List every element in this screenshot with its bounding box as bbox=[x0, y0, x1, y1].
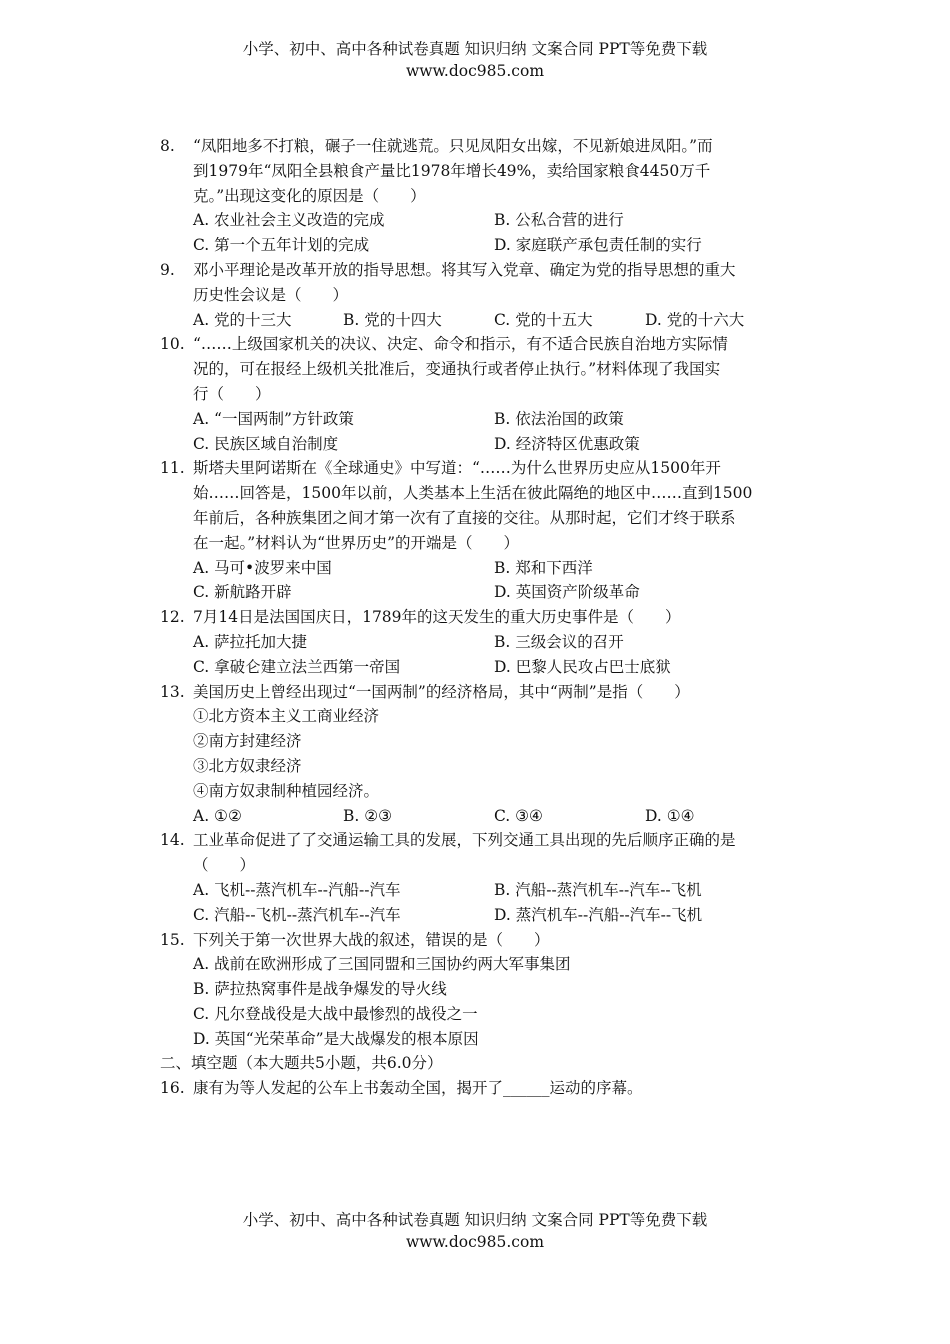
question-text-line: （ ） bbox=[193, 856, 256, 875]
question-16 bbox=[160, 1076, 800, 1101]
question-11 bbox=[160, 456, 800, 605]
option-c[interactable]: C. ③④ bbox=[494, 806, 543, 825]
statement-2: ②南方封建经济 bbox=[193, 732, 302, 751]
option-a[interactable]: A. 农业社会主义改造的完成 bbox=[193, 211, 385, 230]
option-d[interactable]: D. 巴黎人民攻占巴士底狱 bbox=[494, 657, 671, 676]
question-text-line: 到1979年“凤阳全县粮食产量比1978年增长49%，卖给国家粮食4450万千 bbox=[193, 161, 711, 180]
question-number: 11. bbox=[160, 459, 185, 478]
option-a[interactable]: A. 飞机--蒸汽机车--汽船--汽车 bbox=[193, 880, 401, 899]
question-text-line: 况的，可在报经上级机关批准后，变通执行或者停止执行。”材料体现了我国实 bbox=[193, 360, 721, 379]
option-c[interactable]: C. 新航路开辟 bbox=[193, 583, 292, 602]
option-c[interactable]: C. 党的十五大 bbox=[494, 310, 593, 329]
option-a[interactable]: A. 马可•波罗来中国 bbox=[193, 558, 332, 577]
question-list bbox=[160, 134, 800, 1101]
question-text-line: 行（ ） bbox=[193, 384, 271, 403]
question-text-line: 年前后，各种族集团之间才第一次有了直接的交往。从那时起，它们才终于联系 bbox=[193, 508, 736, 527]
question-number: 12. bbox=[160, 608, 185, 627]
question-number: 13. bbox=[160, 682, 185, 701]
option-c[interactable]: C. 汽船--飞机--蒸汽机车--汽车 bbox=[193, 905, 401, 924]
option-b[interactable]: B. 依法治国的政策 bbox=[494, 409, 624, 428]
question-text-line: “……上级国家机关的决议、决定、命令和指示，有不适合民族自治地方实际情 bbox=[193, 335, 728, 354]
option-c[interactable]: C. 民族区域自治制度 bbox=[193, 434, 339, 453]
option-b[interactable]: B. 郑和下西洋 bbox=[494, 558, 593, 577]
question-text-line: 在一起。”材料认为“世界历史”的开端是（ ） bbox=[193, 533, 520, 552]
question-text-line: 邓小平理论是改革开放的指导思想。将其写入党章、确定为党的指导思想的重大 bbox=[193, 260, 736, 279]
question-number: 8. bbox=[160, 137, 175, 155]
question-10 bbox=[160, 332, 800, 456]
question-14 bbox=[160, 828, 800, 927]
question-12 bbox=[160, 605, 800, 679]
option-a[interactable]: A. “一国两制”方针政策 bbox=[193, 409, 354, 428]
option-d[interactable]: D. ①④ bbox=[645, 806, 695, 825]
question-text-line: 下列关于第一次世界大战的叙述，错误的是（ ） bbox=[193, 930, 550, 949]
option-d[interactable]: D. 经济特区优惠政策 bbox=[494, 434, 640, 453]
option-b[interactable]: B. ②③ bbox=[343, 806, 393, 825]
question-9 bbox=[160, 258, 800, 332]
option-b[interactable]: B. 党的十四大 bbox=[343, 310, 442, 329]
question-number: 14. bbox=[160, 831, 185, 850]
question-number: 10. bbox=[160, 335, 185, 354]
question-text-line: 工业革命促进了了交通运输工具的发展，下列交通工具出现的先后顺序正确的是 bbox=[193, 831, 736, 850]
option-c[interactable]: C. 凡尔登战役是大战中最惨烈的战役之一 bbox=[193, 1004, 478, 1023]
option-b[interactable]: B. 三级会议的召开 bbox=[494, 632, 624, 651]
question-number: 16. bbox=[160, 1079, 185, 1098]
option-d[interactable]: D. 党的十六大 bbox=[645, 310, 745, 329]
question-15 bbox=[160, 928, 800, 1052]
question-text-line: “凤阳地多不打粮，碾子一住就逃荒。只见凤阳女出嫁，不见新娘进凤阳。”而 bbox=[193, 137, 713, 155]
statement-1: ①北方资本主义工商业经济 bbox=[193, 707, 380, 726]
question-8 bbox=[160, 134, 800, 258]
option-b[interactable]: B. 公私合营的进行 bbox=[494, 211, 624, 230]
question-text-line: 历史性会议是（ ） bbox=[193, 285, 349, 304]
question-text-line: 克。”出现这变化的原因是（ ） bbox=[193, 186, 426, 205]
option-a[interactable]: A. 党的十三大 bbox=[193, 310, 292, 329]
header-title: 小学、初中、高中各种试卷真题 知识归纳 文案合同 PPT等免费下载 bbox=[242, 40, 708, 58]
question-text-line: 美国历史上曾经出现过“一国两制”的经济格局，其中“两制”是指（ ） bbox=[193, 682, 690, 701]
statement-3: ③北方奴隶经济 bbox=[193, 756, 302, 775]
footer-title: 小学、初中、高中各种试卷真题 知识归纳 文案合同 PPT等免费下载 bbox=[242, 1211, 708, 1229]
question-text-line: 7月14日是法国国庆日，1789年的这天发生的重大历史事件是（ ） bbox=[193, 608, 681, 627]
question-13 bbox=[160, 680, 800, 829]
header-url: www.doc985.com bbox=[405, 62, 545, 80]
option-c[interactable]: C. 拿破仑建立法兰西第一帝国 bbox=[193, 657, 401, 676]
question-text-line: 始……回答是，1500年以前，人类基本上生活在彼此隔绝的地区中……直到1500 bbox=[193, 484, 753, 503]
statement-4: ④南方奴隶制种植园经济。 bbox=[193, 781, 380, 800]
question-number: 9. bbox=[160, 260, 175, 279]
fill-blank-text[interactable]: 康有为等人发起的公车上书轰动全国，揭开了______运动的序幕。 bbox=[193, 1079, 643, 1098]
option-c[interactable]: C. 第一个五年计划的完成 bbox=[193, 236, 370, 255]
option-d[interactable]: D. 蒸汽机车--汽船--汽车--飞机 bbox=[494, 905, 703, 924]
option-d[interactable]: D. 家庭联产承包责任制的实行 bbox=[494, 236, 702, 255]
footer-url: www.doc985.com bbox=[405, 1233, 545, 1251]
question-number: 15. bbox=[160, 930, 185, 949]
option-b[interactable]: B. 萨拉热窝事件是战争爆发的导火线 bbox=[193, 980, 447, 999]
page-footer bbox=[0, 1209, 950, 1253]
section-title: 二、填空题（本大题共5小题，共6.0分） bbox=[160, 1054, 443, 1073]
page-header bbox=[0, 38, 950, 82]
option-a[interactable]: A. 战前在欧洲形成了三国同盟和三国协约两大军事集团 bbox=[193, 955, 571, 974]
option-a[interactable]: A. ①② bbox=[193, 806, 242, 825]
option-a[interactable]: A. 萨拉托加大捷 bbox=[193, 632, 308, 651]
option-d[interactable]: D. 英国资产阶级革命 bbox=[494, 583, 640, 602]
question-text-line: 斯塔夫里阿诺斯在《全球通史》中写道：“……为什么世界历史应从1500年开 bbox=[193, 459, 721, 478]
option-b[interactable]: B. 汽船--蒸汽机车--汽车--飞机 bbox=[494, 880, 702, 899]
option-d[interactable]: D. 英国“光荣革命”是大战爆发的根本原因 bbox=[193, 1029, 479, 1048]
